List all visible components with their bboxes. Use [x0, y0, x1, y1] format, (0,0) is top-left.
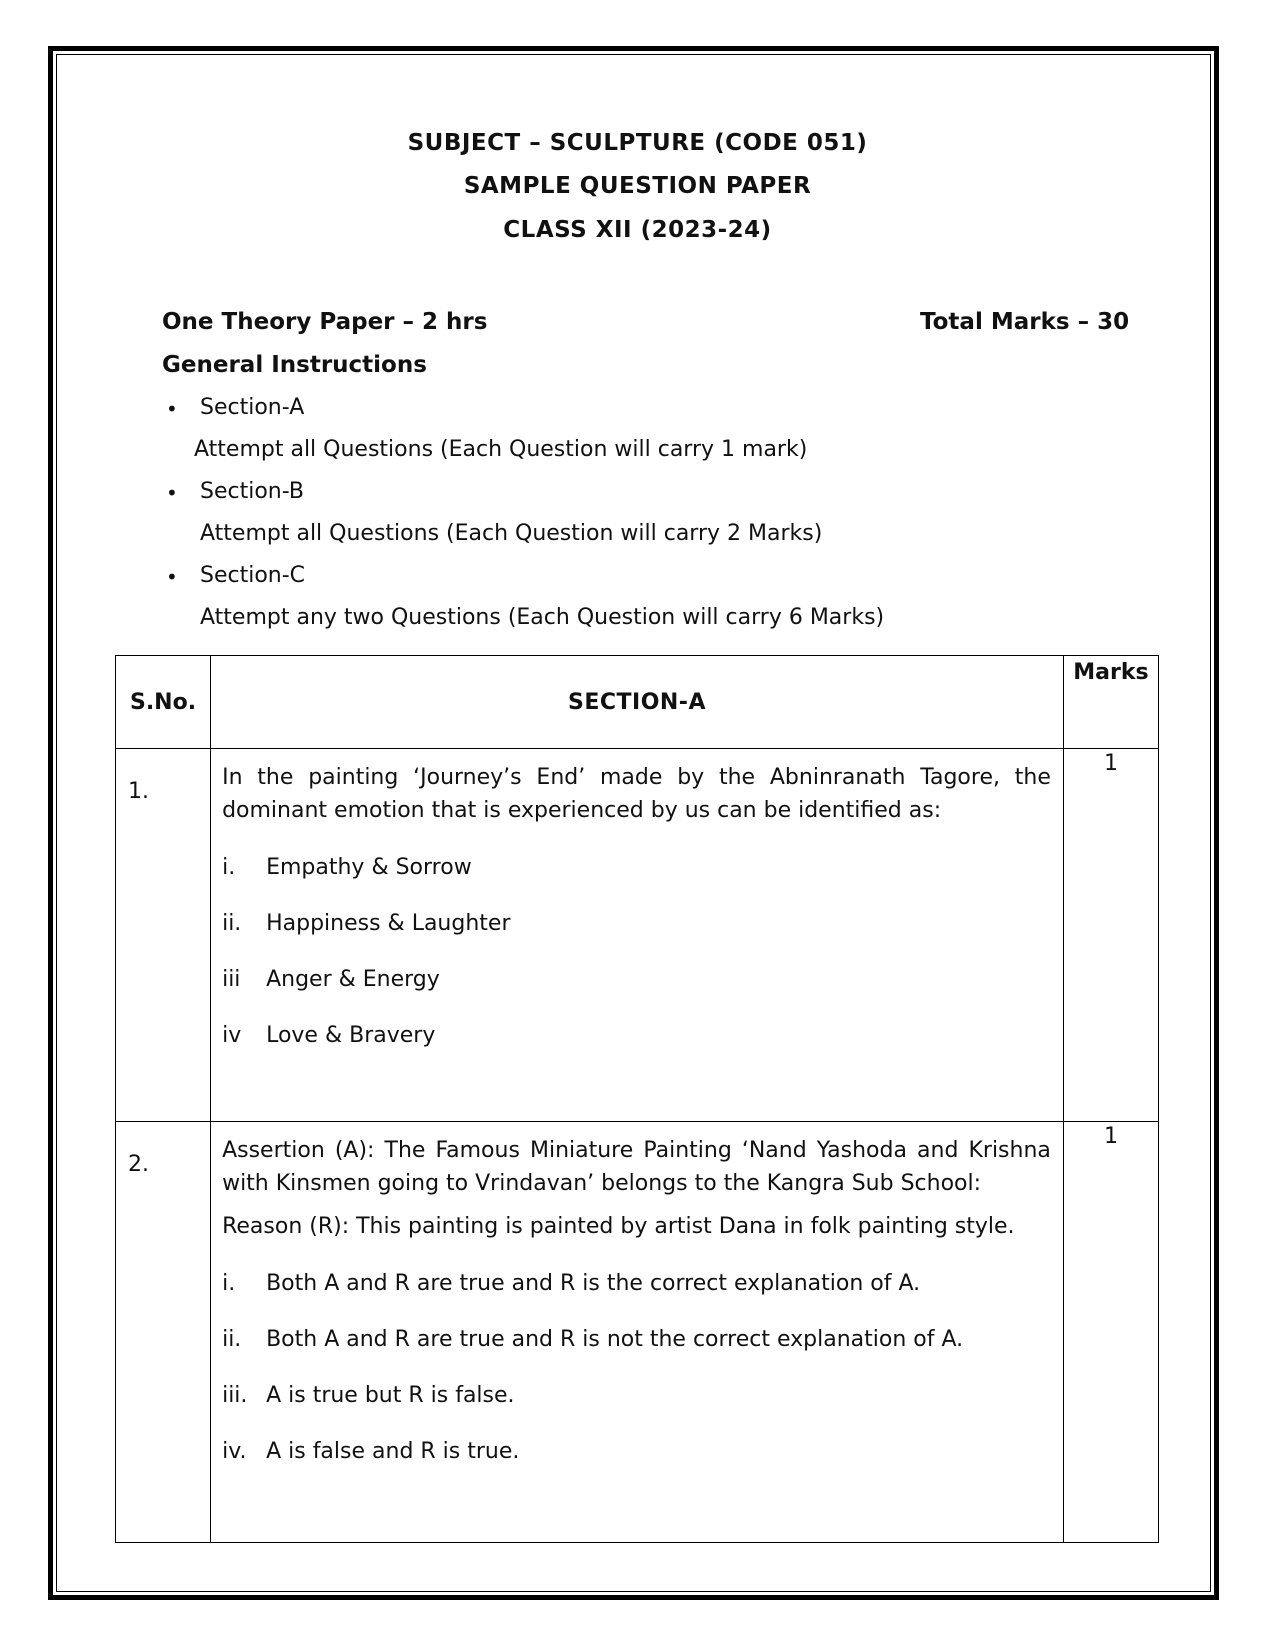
reason-text: Reason (R): This painting is painted by artist Dana in folk painting style.: [222, 1214, 1015, 1239]
general-instructions-title: General Instructions: [162, 352, 427, 378]
option-number: i.: [222, 855, 236, 880]
option-number: ii.: [222, 1327, 242, 1352]
table-header-row: [116, 656, 1159, 749]
question-number: 2.: [116, 1122, 211, 1543]
option-number: i.: [222, 1271, 236, 1296]
option-text: Both A and R are true and R is the correct explanation of A.: [266, 1271, 921, 1296]
option-number: iii.: [222, 1383, 248, 1408]
option-text: Happiness & Laughter: [266, 911, 511, 936]
option: [222, 1325, 1051, 1355]
question-marks: 1: [1063, 749, 1158, 1122]
instruction-section-c-text: Attempt any two Questions (Each Question will carry 6 Marks): [200, 605, 885, 630]
paper-title: SAMPLE QUESTION PAPER: [463, 173, 812, 199]
question-cell: [211, 1122, 1064, 1543]
header-marks: Marks: [1063, 656, 1158, 749]
subject-title: SUBJECT – SCULPTURE (CODE 051): [407, 130, 868, 156]
question-text: In the painting ‘Journey’s End’ made by the Abninranath Tagore, the dominant emotion that is experienced by us can be identified as:: [222, 765, 1051, 823]
option-text: Anger & Energy: [266, 967, 440, 992]
assertion-text: Assertion (A): The Famous Miniature Painting ‘Nand Yashoda and Krishna with Kinsmen going to Vrindavan’ belongs to the Kangra Sub School:: [222, 1138, 1051, 1196]
instruction-section-b: Section-B: [200, 479, 304, 504]
header-sno: S.No.: [116, 656, 211, 749]
option-text: Love & Bravery: [266, 1023, 436, 1048]
option: [222, 853, 1051, 883]
question-number: 1.: [116, 749, 211, 1122]
table-row: [116, 749, 1159, 1122]
question-marks: 1: [1063, 1122, 1158, 1543]
option-number: iv: [222, 1023, 242, 1048]
instruction-section-c: Section-C: [200, 563, 306, 588]
option-number: iv.: [222, 1439, 247, 1464]
option: [222, 1269, 1051, 1299]
option-number: ii.: [222, 911, 242, 936]
option-text: A is false and R is true.: [266, 1439, 520, 1464]
option: [222, 909, 1051, 939]
instruction-section-b-text: Attempt all Questions (Each Question will carry 2 Marks): [200, 521, 823, 546]
total-marks: Total Marks – 30: [920, 309, 1130, 335]
question-table: [115, 655, 1159, 1543]
option-text: Empathy & Sorrow: [266, 855, 472, 880]
option-number: iii: [222, 967, 241, 992]
bullet-icon: •: [166, 565, 178, 589]
question-cell: [211, 749, 1064, 1122]
table-row: [116, 1122, 1159, 1543]
header-section: SECTION-A: [211, 656, 1064, 749]
class-title: CLASS XII (2023-24): [503, 217, 772, 243]
option: [222, 1021, 1051, 1051]
bullet-icon: •: [166, 481, 178, 505]
instruction-section-a-text: Attempt all Questions (Each Question will carry 1 mark): [194, 437, 808, 462]
option: [222, 1437, 1051, 1467]
bullet-icon: •: [166, 397, 178, 421]
option-text: A is true but R is false.: [266, 1383, 515, 1408]
option: [222, 1381, 1051, 1411]
option: [222, 965, 1051, 995]
option-text: Both A and R are true and R is not the correct explanation of A.: [266, 1327, 964, 1352]
duration: One Theory Paper – 2 hrs: [162, 309, 488, 335]
instruction-section-a: Section-A: [200, 395, 305, 420]
